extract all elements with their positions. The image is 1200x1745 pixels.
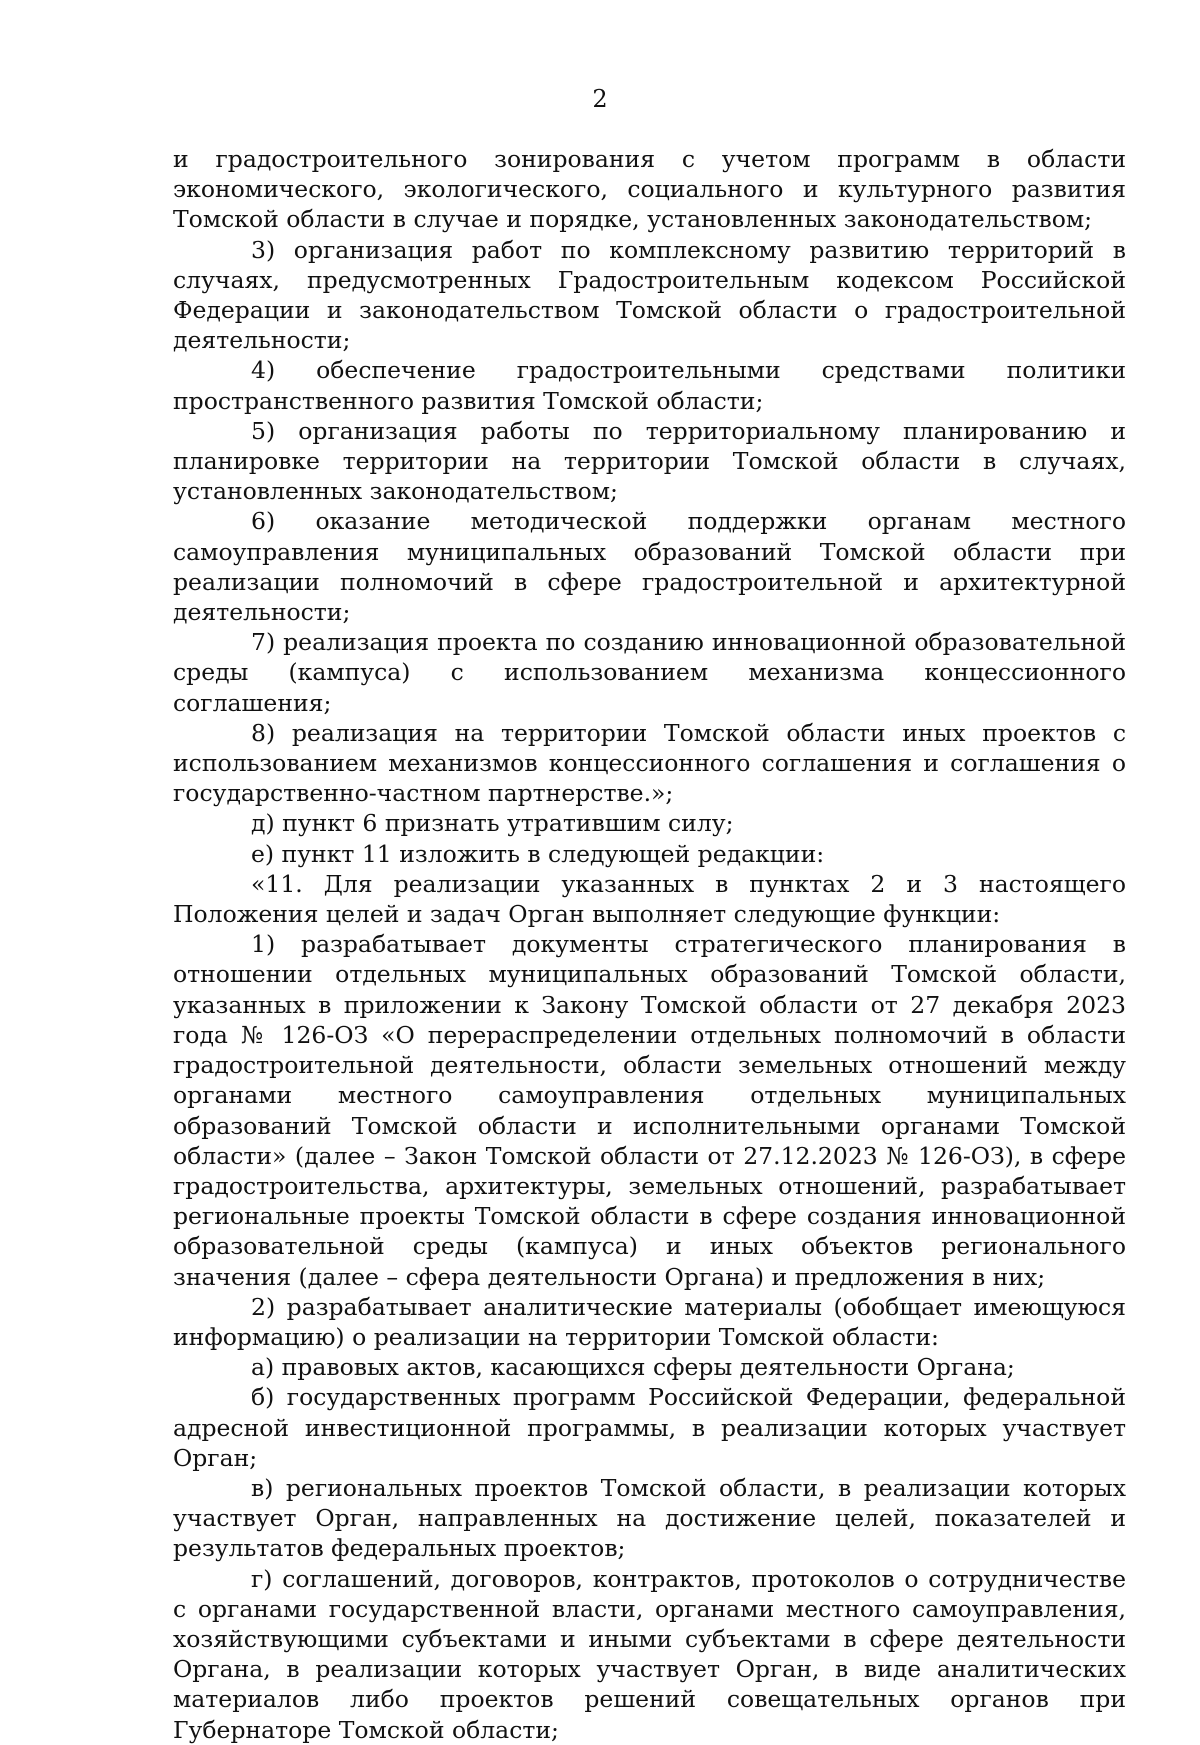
paragraph-item-8: 8) реализация на территории Томской области иных проектов с использованием механизмов концессионного соглашения и соглашения о государственно-частном партнерстве.»; [173,718,1126,808]
paragraph-item-6: 6) оказание методической поддержки органам местного самоуправления муниципальных образований Томской области при реализации полномочий в сфере градостроительной и архитектурной деятельности; [173,507,1126,627]
paragraph-subitem-v: в) региональных проектов Томской области, в реализации которых участвует Орган, направленных на достижение целей, показателей и результатов федеральных проектов; [173,1473,1126,1563]
paragraph-item-3: 3) организация работ по комплексному развитию территорий в случаях, предусмотренных Градостроительным кодексом Российской Федерации и законодательством Томской области о градостроительной деятельности; [173,235,1126,355]
paragraph-clause-11: «11. Для реализации указанных в пунктах 2 и 3 настоящего Положения целей и задач Орган выполняет следующие функции: [173,869,1126,929]
paragraph-item-5: 5) организация работы по территориальному планированию и планировке территории на территории Томской области в случаях, установленных законодательством; [173,416,1126,506]
paragraph-function-1: 1) разрабатывает документы стратегического планирования в отношении отдельных муниципальных образований Томской области, указанных в приложении к Закону Томской области от 27 декабря 2023 года № 126-ОЗ «О перераспределении отдельных полномочий в области градостроительной деятельности, области земельных отношений между органами местного самоуправления отдельных муниципальных образований Томской области и исполнительными органами Томской области» (далее – Закон Томской области от 27.12.2023 № 126-ОЗ), в сфере градостроительства, архитектуры, земельных отношений, разрабатывает региональные проекты Томской области в сфере создания инновационной образовательной среды (кампуса) и иных объектов регионального значения (далее – сфера деятельности Органа) и предложения в них; [173,930,1126,1291]
document-body [173,144,1126,1745]
paragraph-item-4: 4) обеспечение градостроительными средствами политики пространственного развития Томской области; [173,356,1126,415]
paragraph-item-d: д) пункт 6 признать утратившим силу; [251,809,734,838]
paragraph-item-e: е) пункт 11 изложить в следующей редакции: [251,839,825,868]
paragraph-continuation: и градостроительного зонирования с учетом программ в области экономического, экологического, социального и культурного развития Томской области в случае и порядке, установленных законодательством; [173,145,1126,234]
paragraph-subitem-a: а) правовых актов, касающихся сферы деятельности Органа; [251,1353,1015,1382]
paragraph-subitem-b: б) государственных программ Российской Федерации, федеральной адресной инвестиционной программы, в реализации которых участвует Орган; [173,1383,1126,1472]
paragraph-function-2: 2) разрабатывает аналитические материалы (обобщает имеющуюся информацию) о реализации на территории Томской области: [173,1292,1126,1351]
paragraph-item-7: 7) реализация проекта по созданию инновационной образовательной среды (кампуса) с использованием механизма концессионного соглашения; [173,628,1126,717]
page-number: 2 [592,85,608,113]
paragraph-subitem-g: г) соглашений, договоров, контрактов, протоколов о сотрудничестве с органами государственной власти, органами местного самоуправления, хозяйствующими субъектами и иными субъектами в сфере деятельности Органа, в реализации которых участвует Орган, в виде аналитических материалов либо проектов решений совещательных органов при Губернаторе Томской области; [173,1564,1126,1744]
